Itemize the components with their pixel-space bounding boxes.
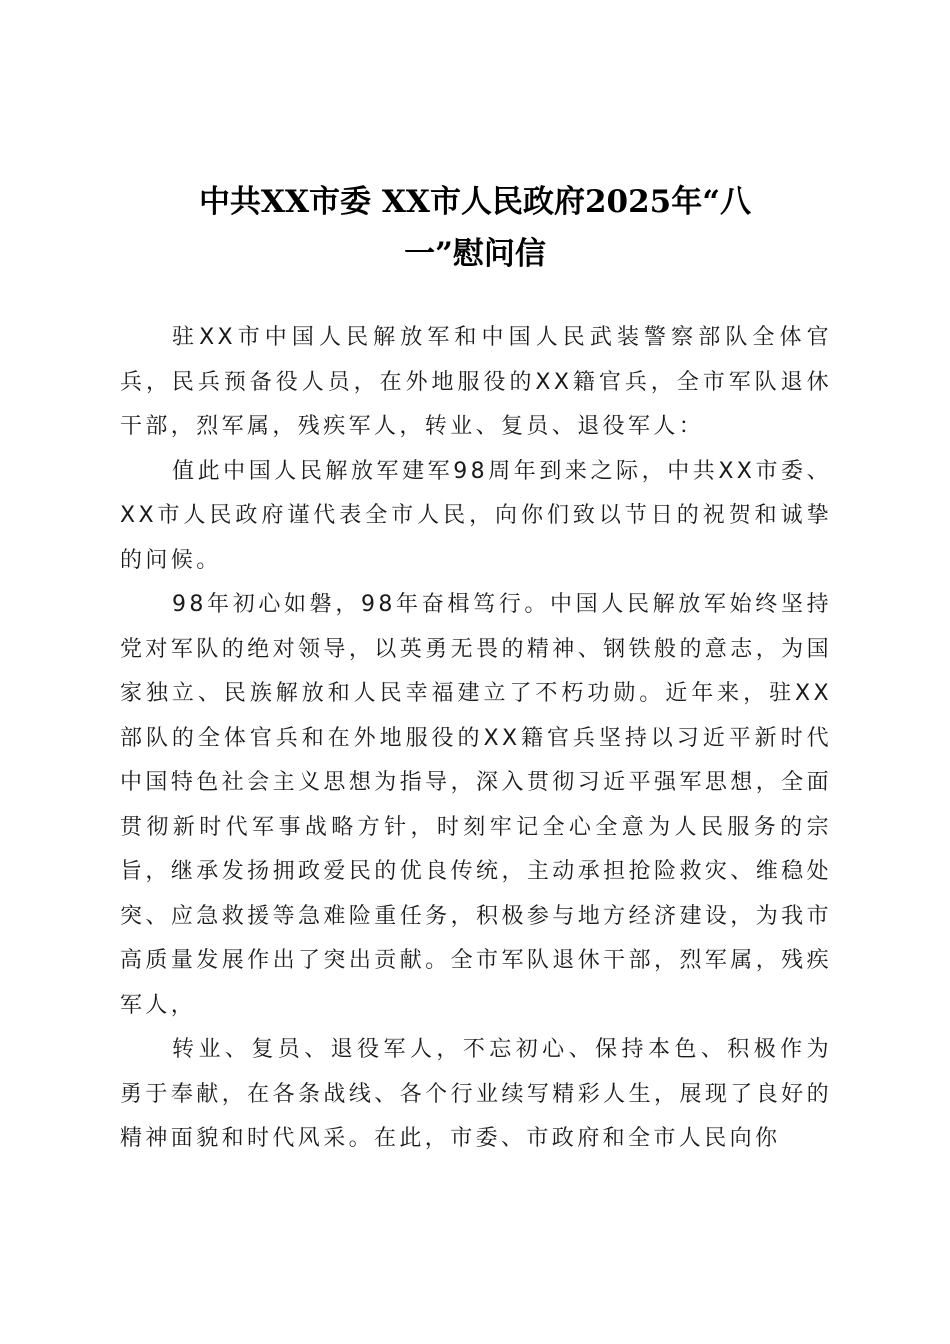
paragraph-veterans: 转业、复员、退役军人，不忘初心、保持本色、积极作为勇于奉献，在各条战线、各个行业续写精彩人生，展现了良好的精神面貌和时代风采。在此，市委、市政府和全市人民向你 <box>120 1037 832 1151</box>
letter-body <box>120 316 832 1162</box>
paragraph-achievements: 98年初心如磐，98年奋楫笃行。中国人民解放军始终坚持党对军队的绝对领导，以英勇无畏的精神、钢铁般的意志，为国家独立、民族解放和人民幸福建立了不朽功勋。近年来，驻XX部队的全体官兵和在外地服役的XX籍官兵坚持以习近平新时代中国特色社会主义思想为指导，深入贯彻习近平强军思想，全面贯彻新时代军事战略方针，时刻牢记全心全意为人民服务的宗旨，继承发扬拥政爱民的优良传统，主动承担抢险救灾、维稳处突、应急救援等急难险重任务，积极参与地方经济建设，为我市高质量发展作出了突出贡献。全市军队退休干部，烈军属，残疾军人， <box>120 592 832 1018</box>
document-title <box>120 176 830 280</box>
paragraph-salutation: 驻XX市中国人民解放军和中国人民武装警察部队全体官兵，民兵预备役人员，在外地服役的XX籍官兵，全市军队退休干部，烈军属，残疾军人，转业、复员、退役军人： <box>120 325 832 439</box>
title-line-2: 一”慰问信 <box>404 236 546 272</box>
paragraph-greeting: 值此中国人民解放军建军98周年到来之际，中共XX市委、XX市人民政府谨代表全市人民，向你们致以节日的祝贺和诚挚的问候。 <box>120 458 832 573</box>
title-line-1: 中共XX市委 XX市人民政府2025年“八 <box>198 184 752 220</box>
